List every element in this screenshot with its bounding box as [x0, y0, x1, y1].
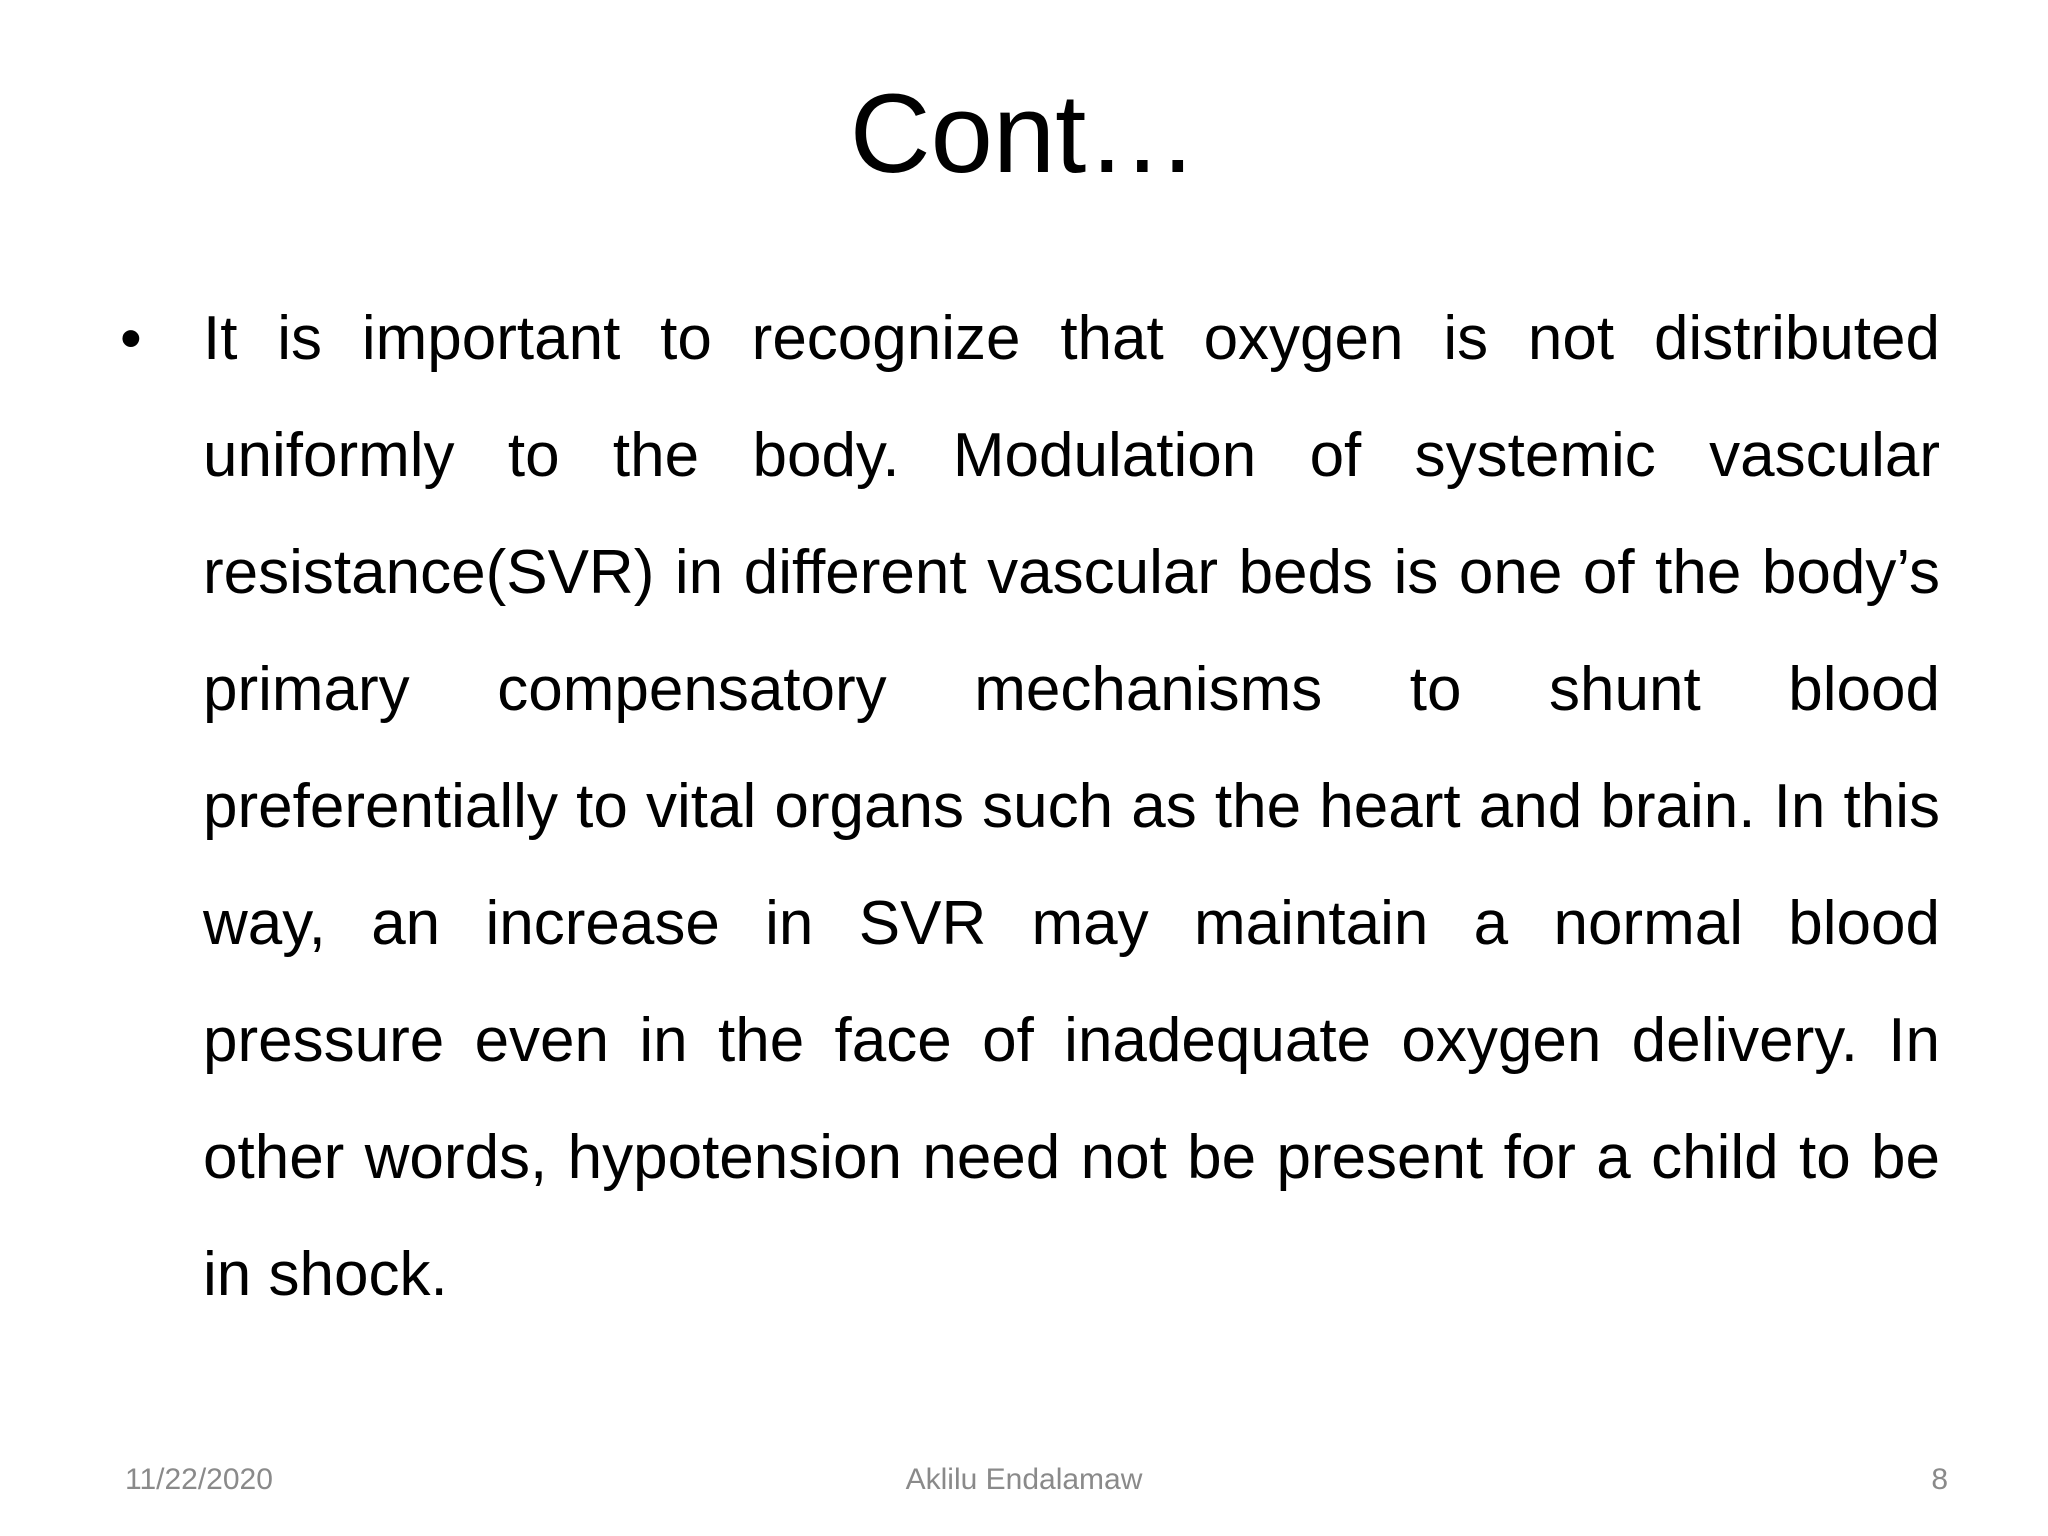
footer-page-number: 8: [1931, 1463, 1948, 1496]
footer-author: Aklilu Endalamaw: [905, 1463, 1143, 1496]
bullet-marker: •: [120, 304, 142, 373]
bullet-item-text: It is important to recognize that oxygen is not distributed uniformly to the body. Modulation of systemic vascular resistance(SVR) in different vascular beds is one of the body’s primary compensatory mechanisms to shunt blood preferentially to vital organs such as the heart and brain. In this way, an increase in SVR may maintain a normal blood pressure even in the face of inadequate oxygen delivery. In other words, hypotension need not be present for a child to be in shock.: [203, 304, 1940, 1309]
footer-date: 11/22/2020: [125, 1463, 273, 1496]
slide-title: Cont…: [849, 71, 1199, 196]
